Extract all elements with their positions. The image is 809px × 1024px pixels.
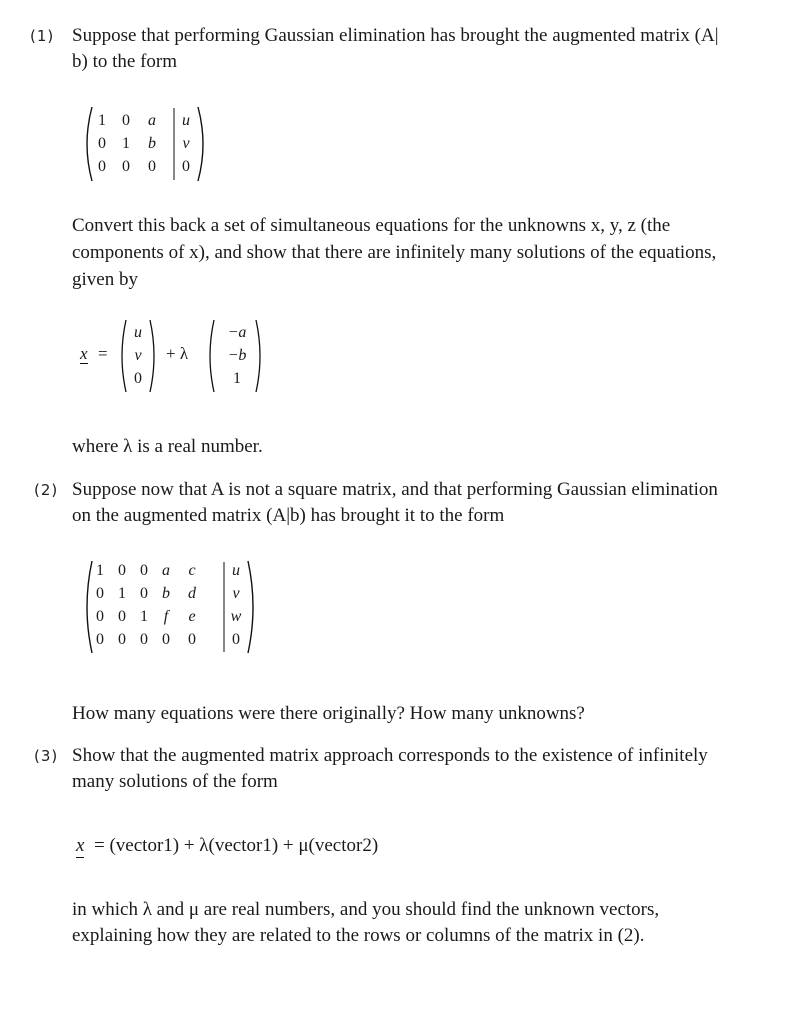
q3-text-line2: many solutions of the form: [72, 771, 278, 792]
m2-r2c4: b: [162, 585, 170, 602]
q2-text-line1: Suppose now that A is not a square matrix, and that performing Gaussian elimination: [72, 479, 718, 500]
vec2-neg-b: −b: [227, 347, 247, 364]
q1-where-text: where λ is a real number.: [72, 436, 263, 457]
m2-r4c4: 0: [162, 631, 170, 648]
q2-augmented-matrix: [80, 559, 260, 655]
q1-para-line1: Convert this back a set of simultaneous equations for the unknowns x, y, z (the: [72, 215, 671, 236]
q3-equation-rhs: = (vector1) + λ(vector1) + μ(vector2): [94, 835, 379, 856]
m2-r4c3: 0: [140, 631, 148, 648]
m2-r1c2: 0: [118, 562, 126, 579]
q1-solution-equation: [78, 318, 278, 396]
m1-r2c1: 0: [98, 135, 106, 152]
m2-r1c5: c: [188, 562, 196, 579]
m1-r3c3: 0: [148, 158, 156, 175]
m2-r4c2: 0: [118, 631, 126, 648]
m1-r1c1: 1: [98, 112, 106, 129]
m1-r3c1: 0: [98, 158, 106, 175]
question-number-3: (3): [34, 747, 59, 765]
q1-text-line2: b) to the form: [72, 51, 178, 72]
m2-r3c4: f: [163, 608, 169, 625]
vector-x-underlined: x: [80, 344, 88, 363]
m1-r1c4: u: [182, 112, 190, 129]
m2-r3c6: w: [230, 608, 242, 625]
m2-r2c2: 1: [118, 585, 126, 602]
vec2-one: 1: [233, 370, 241, 387]
m2-r3c1: 0: [96, 608, 104, 625]
m1-r2c4: v: [182, 135, 190, 152]
m1-r1c2: 0: [122, 112, 130, 129]
m2-r3c3: 1: [140, 608, 148, 625]
q3-text-line4: explaining how they are related to the rows or columns of the matrix in (2).: [72, 925, 645, 946]
equals-sign: =: [98, 344, 108, 363]
m2-r4c1: 0: [96, 631, 104, 648]
m2-r1c4: a: [162, 562, 170, 579]
m2-r2c3: 0: [140, 585, 148, 602]
q2-text-line2: on the augmented matrix (A|b) has brought it to the form: [72, 505, 505, 526]
m2-r1c6: u: [232, 562, 240, 579]
m1-r2c2: 1: [122, 135, 130, 152]
vec1-v: v: [134, 347, 142, 364]
m2-r2c6: v: [232, 585, 240, 602]
m2-r1c1: 1: [96, 562, 104, 579]
plus-lambda: + λ: [166, 344, 189, 363]
m2-r1c3: 0: [140, 562, 148, 579]
m1-r3c2: 0: [122, 158, 130, 175]
question-number-1: (1): [30, 27, 55, 45]
m2-r2c1: 0: [96, 585, 104, 602]
vec1-u: u: [134, 324, 142, 341]
m2-r4c6: 0: [232, 631, 240, 648]
vec2-neg-a: −a: [227, 324, 247, 341]
m2-r2c5: d: [188, 585, 196, 602]
q1-para-line3: given by: [72, 269, 138, 290]
q3-solution-form-equation: [76, 833, 496, 861]
m2-r4c5: 0: [188, 631, 196, 648]
m1-r3c4: 0: [182, 158, 190, 175]
m2-r3c2: 0: [118, 608, 126, 625]
q1-para-line2: components of x), and show that there are infinitely many solutions of the equations,: [72, 242, 717, 263]
q3-text-line1: Show that the augmented matrix approach corresponds to the existence of infinitely: [72, 745, 708, 766]
m1-r1c3: a: [148, 112, 156, 129]
vector-x-underlined: x: [76, 835, 85, 856]
q3-text-line3: in which λ and μ are real numbers, and you should find the unknown vectors,: [72, 899, 660, 920]
q1-text-line1: Suppose that performing Gaussian elimination has brought the augmented matrix (A|: [72, 25, 719, 46]
vec1-zero: 0: [134, 370, 142, 387]
question-number-2: (2): [34, 481, 59, 499]
m1-r2c3: b: [148, 135, 156, 152]
m2-r3c5: e: [188, 608, 196, 625]
q2-question-text: How many equations were there originally? How many unknowns?: [72, 703, 585, 724]
q1-augmented-matrix: [80, 105, 210, 183]
